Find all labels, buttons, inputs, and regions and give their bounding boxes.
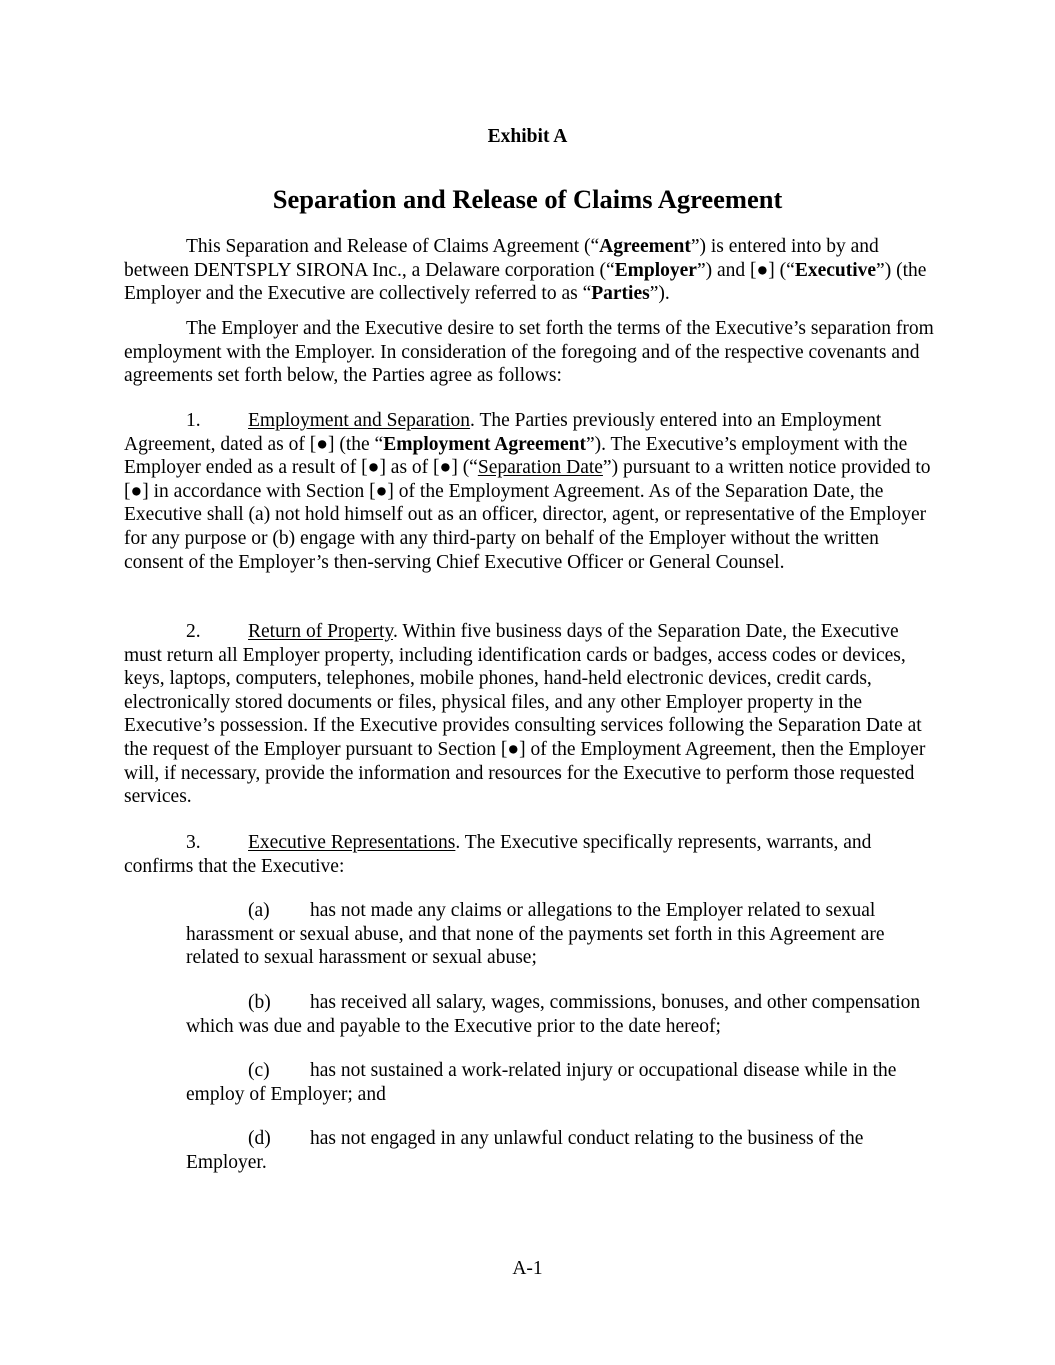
intro-paragraph (124, 235, 934, 306)
item-text: has received all salary, wages, commissions, bonuses, and other compensation which was due and payable to the Executive prior to the date hereof; (186, 992, 921, 1037)
section-3-item-c (186, 1059, 931, 1106)
item-label: (b) (248, 992, 271, 1013)
section-3-heading: Executive Representations (248, 832, 456, 853)
section-1-heading: Employment and Separation (248, 410, 471, 431)
section-2-heading: Return of Property (248, 621, 393, 642)
section-3-number: 3. (186, 832, 201, 853)
item-text: has not engaged in any unlawful conduct relating to the business of the Employer. (186, 1128, 864, 1173)
intro-text-5: ”). (649, 283, 670, 305)
recital-paragraph (124, 317, 934, 388)
intro-text-1: This Separation and Release of Claims Agreement (“ (186, 236, 600, 257)
section-3-item-b (186, 991, 931, 1038)
section-3 (124, 831, 934, 878)
section-3-item-d (186, 1127, 931, 1174)
item-label: (c) (248, 1060, 270, 1081)
intro-text-3: ”) and [●] (“ (696, 259, 795, 281)
section-2-text: . Within five business days of the Separation Date, the Executive must return all Employer property, including identification cards or badges, access codes or devices, keys, laptops, computers, telephones, mobile phones, hand-held electronic devices, credit cards, electronically stored documents or files, physical files, and any other Employer property in the Executive’s possession. If the Executive provides consulting services following the Separation Date at the request of the Employer pursuant to Section [●] of the Employment Agreement, then the Employer will, if necessary, provide the information and resources for the Executive to perform those requested services. (124, 621, 926, 808)
section-2 (124, 620, 934, 809)
agreement-title: Separation and Release of Claims Agreement (272, 184, 783, 214)
recital-text: The Employer and the Executive desire to set forth the terms of the Executive’s separation from employment with the Employer. In consideration of the foregoing and of the respective covenants and agreements set forth below, the Parties agree as follows: (124, 318, 934, 387)
defined-term-parties: Parties (591, 283, 650, 305)
defined-term-executive: Executive (794, 259, 877, 281)
intro-text-4: ”) (the Employer and the Executive are collectively referred to as “ (124, 259, 927, 305)
item-label: (d) (248, 1128, 271, 1149)
section-1-number: 1. (186, 410, 201, 431)
defined-term-separation-date: Separation Date (477, 457, 603, 479)
section-3-text: . The Executive specifically represents, warrants, and confirms that the Executive: (124, 832, 872, 877)
section-3-item-a (186, 899, 931, 970)
item-label: (a) (248, 900, 270, 921)
section-1-text-2: ”). The Executive’s employment with the Employer ended as a result of [●] as of [●] (“ (124, 433, 908, 479)
exhibit-label: Exhibit A (487, 126, 568, 147)
intro-text-2: ”) is entered into by and between DENTSPLY SIRONA Inc., a Delaware corporation (“ (124, 236, 879, 281)
section-1 (124, 409, 934, 574)
item-text: has not sustained a work-related injury or occupational disease while in the employ of Employer; and (186, 1060, 897, 1105)
section-2-number: 2. (186, 621, 201, 642)
section-1-text-1: . The Parties previously entered into an Employment Agreement, dated as of [●] (the “ (124, 410, 882, 455)
defined-term-employment-agreement: Employment Agreement (383, 433, 586, 455)
item-text: has not made any claims or allegations to the Employer related to sexual harassment or sexual abuse, and that none of the payments set forth in this Agreement are related to sexual harassment or sexual abuse; (186, 900, 885, 969)
section-1-text-3: ”) pursuant to a written notice provided to [●] in accordance with Section [●] of the Employment Agreement. As of the Separation Date, the Executive shall (a) not hold himself out as an officer, director, agent, or representative of the Employer for any purpose or (b) engage with any third-party on behalf of the Employer without the written consent of the Employer’s then-serving Chief Executive Officer or General Counsel. (124, 457, 931, 573)
page-number: A-1 (512, 1258, 543, 1279)
defined-term-employer: Employer (614, 259, 697, 281)
defined-term-agreement: Agreement (599, 236, 691, 257)
